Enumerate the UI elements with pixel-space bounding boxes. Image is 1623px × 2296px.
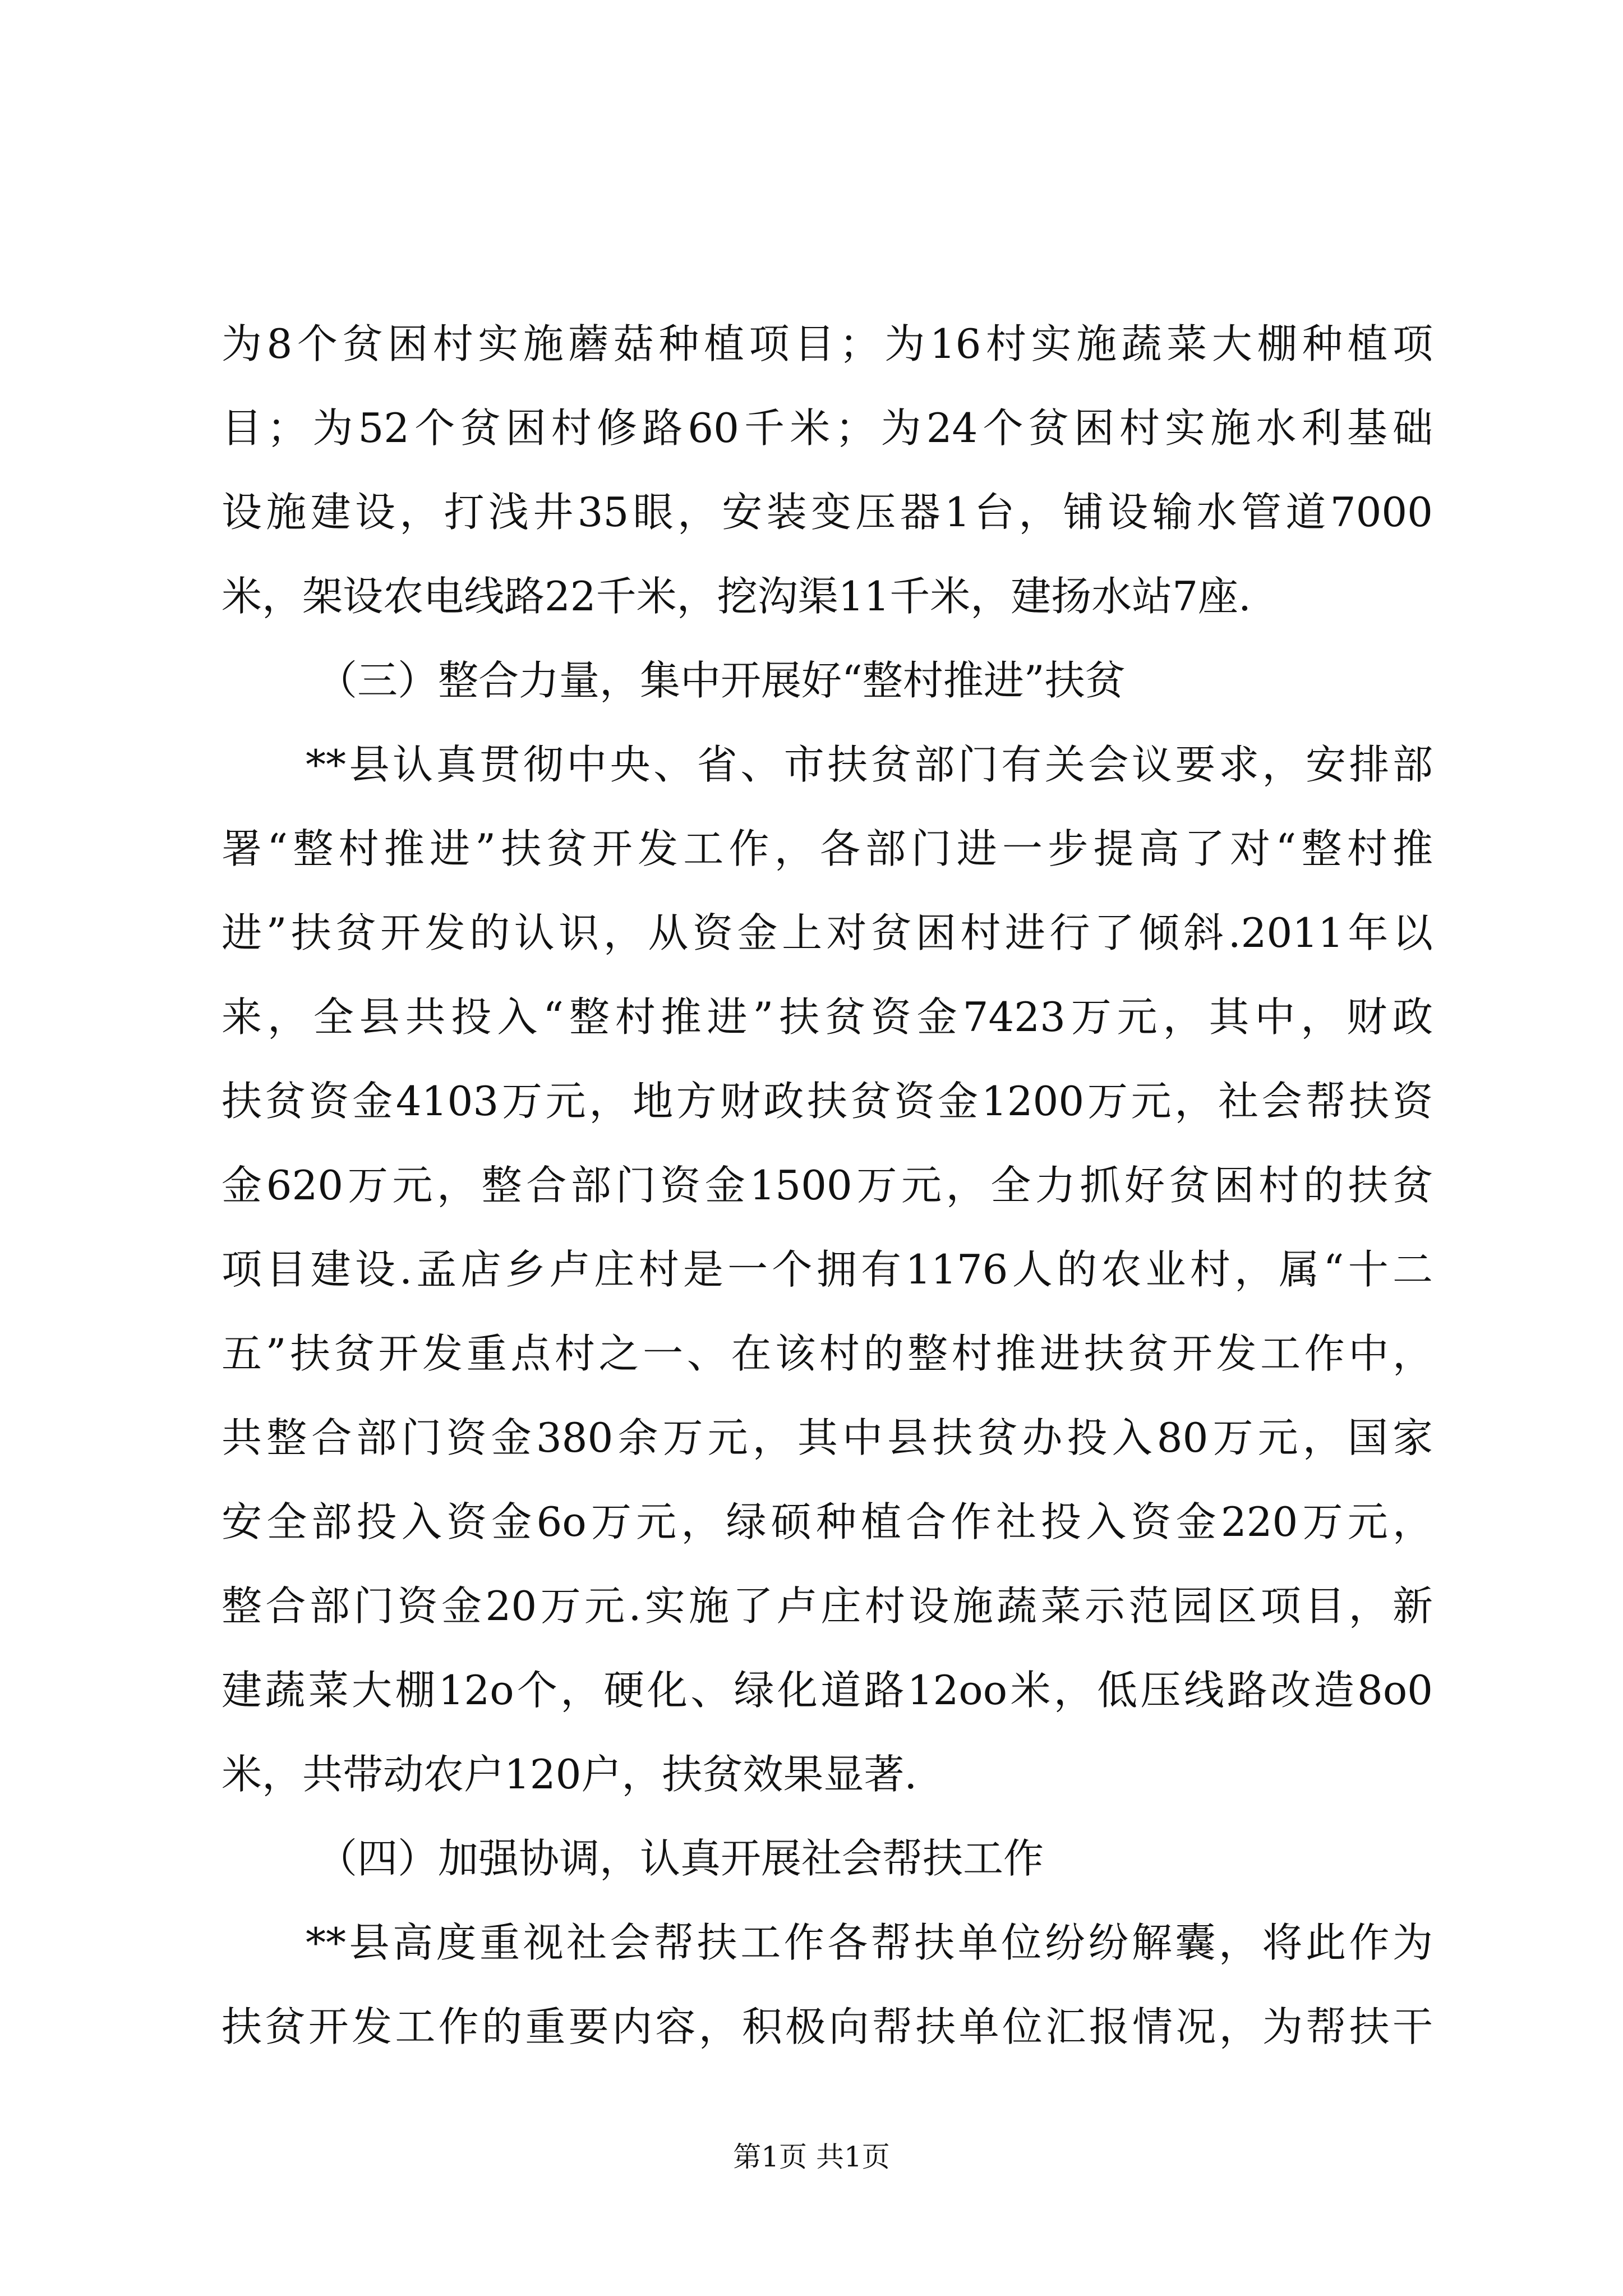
body-text-line: 金620万元，整合部门资金1500万元，全力抓好贫困村的扶贫 <box>222 1162 1433 1209</box>
page-footer: 第1页 共1页 <box>733 2141 890 2173</box>
body-text-line: 安全部投入资金6o万元，绿硕种植合作社投入资金220万元， <box>222 1498 1433 1545</box>
body-text-line: 米，共带动农户120户，扶贫效果显著. <box>222 1751 917 1798</box>
body-text-line: 进”扶贫开发的认识，从资金上对贫困村进行了倾斜.2011年以 <box>222 909 1433 956</box>
body-text-line: 五”扶贫开发重点村之一、在该村的整村推进扶贫开发工作中， <box>222 1330 1433 1377</box>
body-text-line: 扶贫开发工作的重要内容，积极向帮扶单位汇报情况，为帮扶干 <box>222 2003 1433 2050</box>
body-text-line: 为8个贫困村实施蘑菇种植项目；为16村实施蔬菜大棚种植项 <box>222 320 1433 367</box>
body-text-line: 扶贫资金4103万元，地方财政扶贫资金1200万元，社会帮扶资 <box>222 1078 1433 1125</box>
body-text-line: 署“整村推进”扶贫开发工作，各部门进一步提高了对“整村推 <box>222 825 1433 872</box>
body-text-line: **县认真贯彻中央、省、市扶贫部门有关会议要求，安排部 <box>306 741 1433 788</box>
body-text-line: 目；为52个贫困村修路60千米；为24个贫困村实施水利基础 <box>222 404 1433 452</box>
body-text-line: 整合部门资金20万元.实施了卢庄村设施蔬菜示范园区项目，新 <box>222 1582 1433 1630</box>
body-text-line: 来，全县共投入“整村推进”扶贫资金7423万元，其中，财政 <box>222 993 1433 1041</box>
body-text-line: **县高度重视社会帮扶工作各帮扶单位纷纷解囊，将此作为 <box>306 1919 1433 1966</box>
body-text-line: 共整合部门资金380余万元，其中县扶贫办投入80万元，国家 <box>222 1414 1433 1461</box>
body-text-line: 设施建设，打浅井35眼，安装变压器1台，铺设输水管道7000 <box>222 489 1433 536</box>
section-heading: （三）整合力量，集中开展好“整村推进”扶贫 <box>317 657 1126 704</box>
body-text-line: 米，架设农电线路22千米，挖沟渠11千米，建扬水站7座. <box>222 573 1251 620</box>
body-text-line: 项目建设.孟店乡卢庄村是一个拥有1176人的农业村，属“十二 <box>222 1246 1433 1293</box>
section-heading: （四）加强协调，认真开展社会帮扶工作 <box>317 1835 1044 1882</box>
body-text-line: 建蔬菜大棚12o个，硬化、绿化道路12oo米，低压线路改造8o0 <box>222 1667 1433 1714</box>
